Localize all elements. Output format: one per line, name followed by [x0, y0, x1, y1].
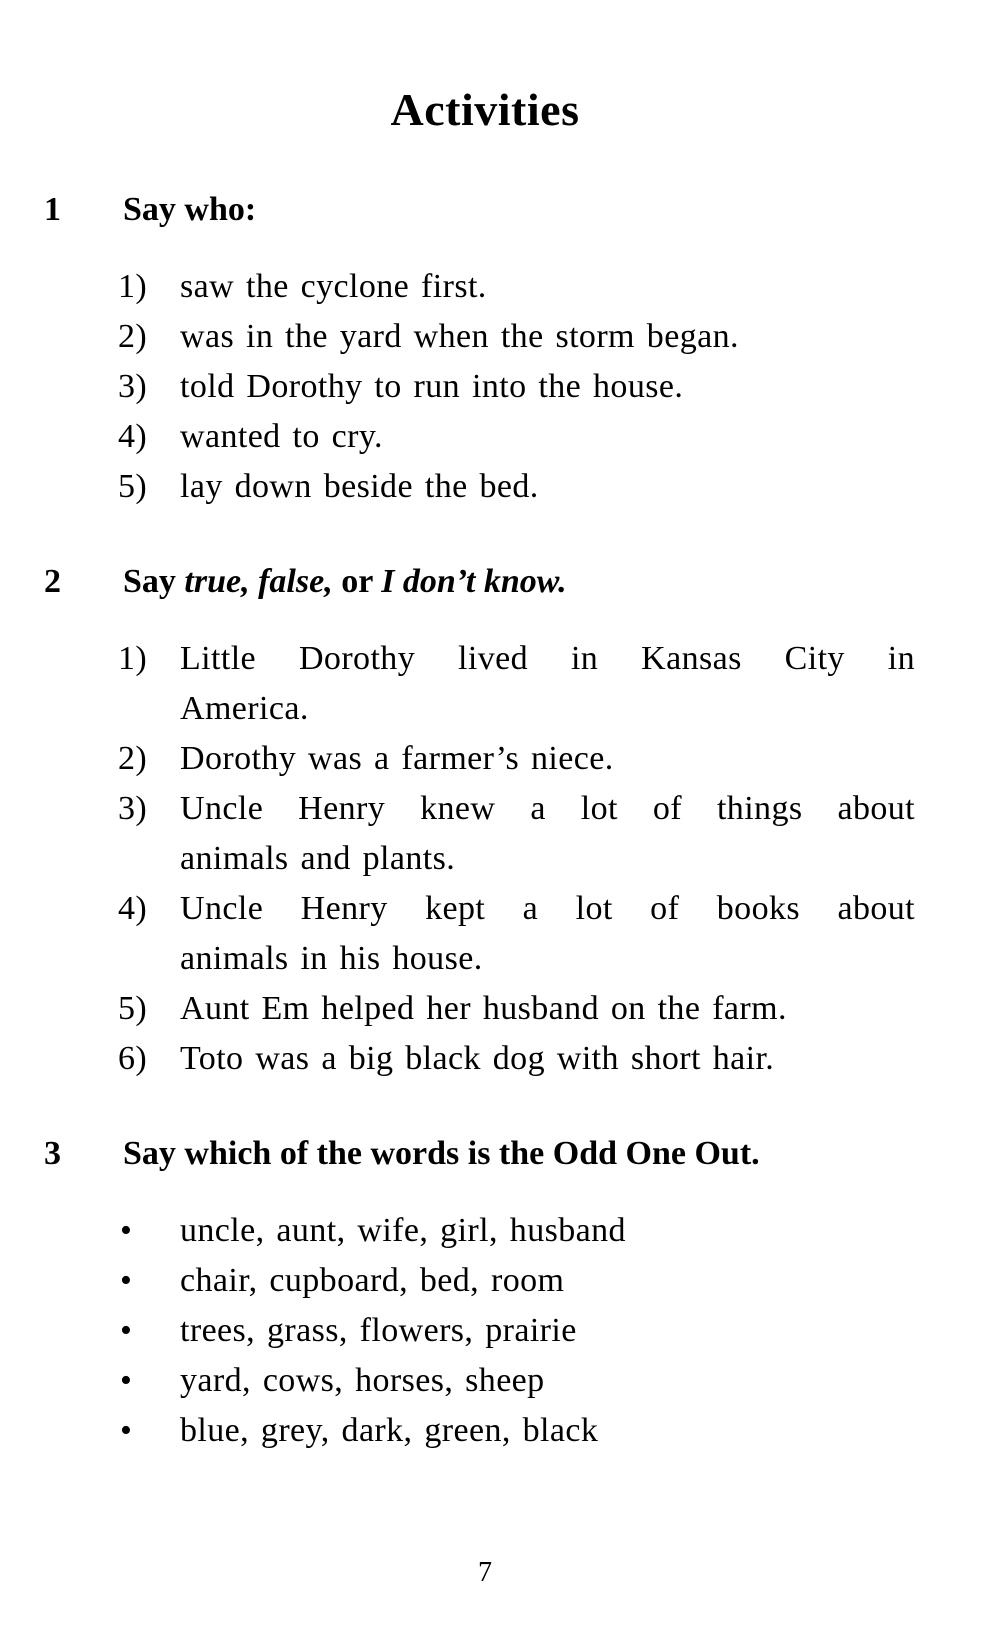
heading-true: true,: [184, 563, 250, 600]
list-item-text: told Dorothy to run into the house.: [180, 368, 684, 405]
bullet-icon: •: [120, 1262, 133, 1299]
list-item-text: Dorothy was a farmer’s niece.: [180, 740, 614, 777]
list-item-text-continued: animals in his house.: [180, 940, 483, 977]
section-3-heading: Say which of the words is the Odd One Out.: [123, 1135, 760, 1172]
list-item-number: 4): [118, 418, 148, 455]
list-item-number: 5): [118, 468, 148, 505]
list-item-number: 4): [118, 890, 148, 927]
list-item-text: Uncle Henry knew a lot of things about: [180, 790, 915, 827]
bullet-icon: •: [120, 1212, 133, 1249]
page-number: 7: [478, 1557, 492, 1588]
heading-i-dont-know: I don’t know.: [381, 563, 567, 600]
list-item-number: 6): [118, 1040, 148, 1077]
list-item-text: trees, grass, flowers, prairie: [180, 1312, 577, 1349]
list-item-text: Aunt Em helped her husband on the farm.: [180, 990, 787, 1027]
list-item-text: chair, cupboard, bed, room: [180, 1262, 565, 1299]
list-item-number: 3): [118, 790, 148, 827]
list-item-text: was in the yard when the storm began.: [180, 318, 739, 355]
list-item-number: 2): [118, 740, 148, 777]
list-item-number: 3): [118, 368, 148, 405]
section-1-number: 1: [44, 191, 61, 228]
list-item-text: lay down beside the bed.: [180, 468, 539, 505]
section-1-heading: Say who:: [123, 191, 257, 228]
list-item-text: yard, cows, horses, sheep: [180, 1362, 545, 1399]
list-item-text-continued: America.: [180, 690, 309, 727]
list-item-text-continued: animals and plants.: [180, 840, 456, 877]
heading-say: Say: [123, 563, 176, 600]
heading-false: false,: [258, 563, 333, 600]
list-item-text: blue, grey, dark, green, black: [180, 1412, 599, 1449]
bullet-icon: •: [120, 1412, 133, 1449]
list-item-text: wanted to cry.: [180, 418, 383, 455]
list-item-text: Uncle Henry kept a lot of books about: [180, 890, 915, 927]
list-item-number: 5): [118, 990, 148, 1027]
page-title: Activities: [390, 84, 580, 135]
list-item-number: 2): [118, 318, 148, 355]
section-3-number: 3: [44, 1135, 61, 1172]
list-item-text: uncle, aunt, wife, girl, husband: [180, 1212, 626, 1249]
bullet-icon: •: [120, 1362, 133, 1399]
list-item-number: 1): [118, 640, 148, 677]
section-2-heading: [123, 560, 567, 604]
list-item-text: Little Dorothy lived in Kansas City in: [180, 640, 915, 677]
section-2-number: 2: [44, 563, 61, 600]
list-item-number: 1): [118, 268, 148, 305]
list-item-text: Toto was a big black dog with short hair.: [180, 1040, 775, 1077]
bullet-icon: •: [120, 1312, 133, 1349]
list-item-text: saw the cyclone first.: [180, 268, 487, 305]
heading-or: or: [341, 563, 373, 600]
